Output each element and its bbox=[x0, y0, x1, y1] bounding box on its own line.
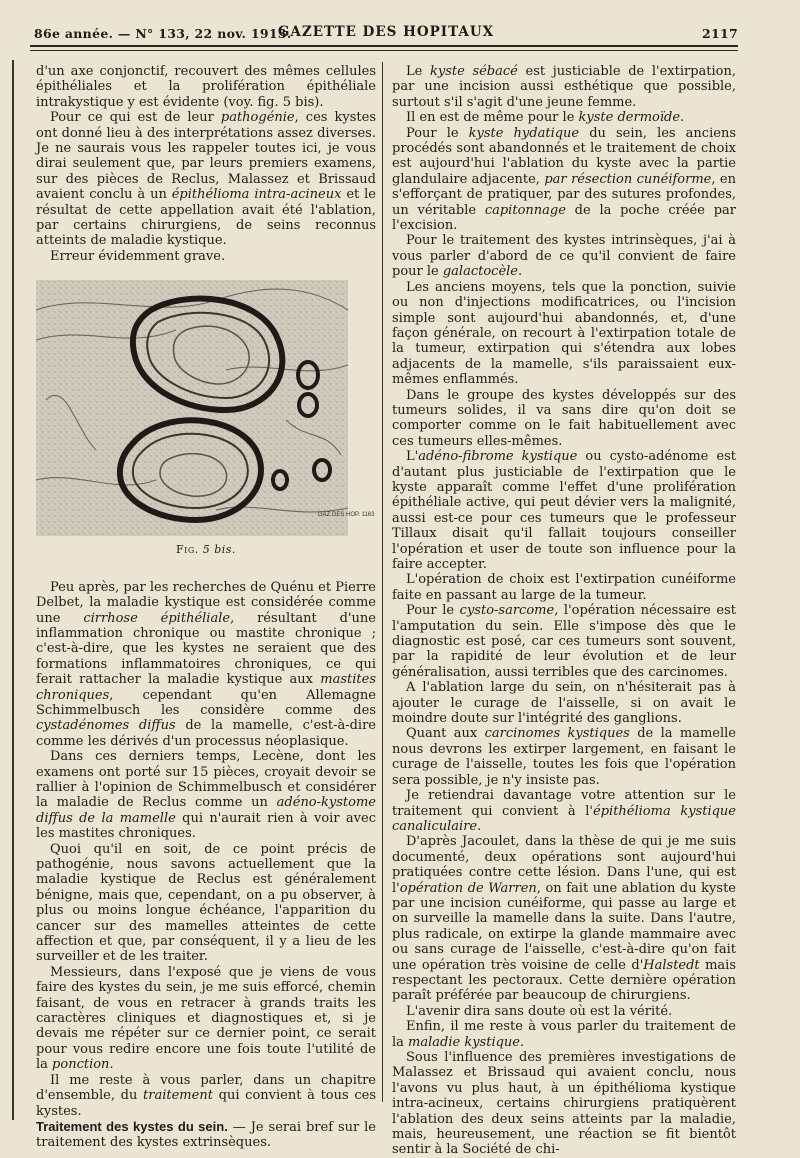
emphasis: carcinomes kystiques bbox=[484, 726, 630, 742]
emphasis: cysto-sarcome bbox=[459, 603, 555, 619]
paragraph: Traitement des kystes du sein. — Je serai bref sur le traitement des kystes extrinsèques. bbox=[36, 1118, 376, 1151]
paragraph: Pour le cysto-sarcome, l'opération nécessaire est l'amputation du sein. Elle s'impose dès que le diagnostic est posé, car ces tumeurs sont souvent, par la rapidité de leur évolution et de leur généralisation, aussi terribles que des carcinomes. bbox=[392, 603, 737, 680]
emphasis: adéno-fibrome kystique bbox=[418, 449, 578, 465]
caption-prefix: Fig. bbox=[176, 543, 199, 557]
paragraph: Dans ces derniers temps, Lecène, dont les examens ont porté sur 15 pièces, croyait devoir se rallier à l'opinion de Schimmelbusch et considérer la maladie de Reclus comme un adéno-kystome diffus de la mamelle qui n'aurait rien à voir avec les mastites chroniques. bbox=[36, 749, 376, 842]
paragraph: Erreur évidemment grave. bbox=[50, 248, 226, 264]
emphasis: kyste dermoïde bbox=[578, 110, 681, 126]
paragraph: Quoi qu'il en soit, de ce point précis de pathogénie, nous savons actuellement que la maladie kystique de Reclus est généralement bénigne, mais que, cependant, on a pu observer, à plus ou moins longue échéance, l'apparition du cancer sur des mamelles atteintes de cette affection et que, par conséquent, il y a lieu de les surveiller et de les traiter. bbox=[36, 841, 376, 965]
emphasis: mastites chroniques bbox=[36, 672, 376, 703]
issue-info: 86e année. — N° 133, 22 nov. 1913. bbox=[34, 26, 292, 41]
paragraph: L'adéno-fibrome kystique ou cysto-adénome est d'autant plus justiciable de l'extirpation que le kyste apparaît comme l'effet d'une prolifération épithéliale active, qui peut dévier vers la malignité, aussi est-ce pour ces tumeurs que le professeur Tillaux disait qu'il fallait toujours conseiller l'opération et user de toute son influence pour la faire accepter. bbox=[392, 449, 736, 572]
header-rule-thin bbox=[30, 50, 738, 51]
running-header bbox=[34, 24, 738, 44]
figure-caption bbox=[36, 542, 376, 557]
paragraph: d'un axe conjonctif, recouvert des mêmes cellules épithéliales et la prolifération épithéliale intrakystique y est évidente (voy. fig. 5 bis). bbox=[36, 64, 376, 110]
column-divider bbox=[382, 62, 383, 1102]
emphasis: Halstedt bbox=[643, 957, 700, 973]
header-rule-thick bbox=[30, 45, 738, 47]
paragraph: D'après Jacoulet, dans la thèse de qui je me suis documenté, deux opérations sont aujourd'hui pratiquées contre cette lésion. Dans l'une, qui est l'opération de Warren, on fait une ablation du kyste par une incision cunéiforme, qui passe au large et on surveille la mamelle dans la suite. Dans l'autre, plus radicale, on extirpe la glande mammaire avec ou sans curage de l'aisselle, c'est-à-dire qu'on fait une opération très voisine de celle d'Halstedt mais respectant les pectoraux. Cette dernière opération paraît préférée par beaucoup de chirurgiens. bbox=[392, 834, 736, 1004]
histology-figure bbox=[36, 280, 375, 536]
paragraph: Pour le kyste hydatique du sein, les anciens procédés sont abandonnés et le traitement de choix est aujourd'hui l'ablation du kyste avec la partie glandulaire adjacente, par résection cunéiforme, en s'efforçant de pratiquer, par des sutures profondes, un véritable capitonnage de la poche créée par l'excision. bbox=[392, 125, 736, 234]
paragraph: Il me reste à vous parler, dans un chapitre d'ensemble, du traitement qui convient à tous ces kystes. bbox=[36, 1072, 377, 1119]
emphasis: kyste hydatique bbox=[468, 125, 580, 141]
emphasis: maladie kystique bbox=[408, 1034, 521, 1050]
paragraph: Le kyste sébacé est justiciable de l'extirpation, par une incision aussi esthétique que possible, surtout s'il s'agit d'une jeune femme. bbox=[392, 64, 737, 110]
emphasis: épithélioma kystique canaliculaire bbox=[392, 803, 736, 834]
paragraph: Pour ce qui est de leur pathogénie, ces kystes ont donné lieu à des interprétations assez diverses. Je ne saurais vous les rappeler toutes ici, je vous dirai seulement que, par leurs premiers examens, sur des pièces de Reclus, Malassez et Brissaud avaient conclu à un épithélioma intra-acineux et le résultat de cette appellation avait été l'ablation, par certains chirurgiens, de seins reconnus atteints de maladie kystique. bbox=[36, 110, 376, 249]
emphasis: galactocèle bbox=[442, 264, 518, 280]
section-heading: Traitement des kystes du sein. bbox=[36, 1118, 228, 1134]
emphasis: par résection cunéiforme bbox=[544, 171, 712, 187]
emphasis: traitement bbox=[143, 1088, 213, 1104]
emphasis: kyste sébacé bbox=[429, 64, 518, 79]
emphasis: cirrhose épithéliale bbox=[83, 610, 231, 626]
binding-edge-line bbox=[12, 60, 14, 1120]
emphasis: épithélioma intra-acineux bbox=[171, 187, 342, 203]
emphasis: opération de Warren bbox=[399, 880, 537, 896]
page-number: 2117 bbox=[702, 26, 738, 41]
paragraph: Quant aux carcinomes kystiques de la mamelle nous devrons les extirper largement, en faisant le curage de l'aisselle, toutes les fois que l'opération sera possible, je n'y insiste pas. bbox=[392, 726, 736, 788]
right-column bbox=[392, 64, 736, 1158]
caption-number: 5 bis. bbox=[202, 543, 236, 557]
paragraph: Sous l'influence des premières investigations de Malassez et Brissaud qui avaient conclu, nous l'avons vu plus haut, à un épithélioma kystique intra-acineux, certains chirurgiens pratiquèrent l'ablation des deux seins atteints par la maladie, mais, heureusement, une réaction se fit bientôt sentir à la Société de chi- bbox=[392, 1050, 736, 1158]
paragraph: L'avenir dira sans doute où est la vérité. bbox=[406, 1003, 673, 1019]
paragraph: Peu après, par les recherches de Quénu et Pierre Delbet, la maladie kystique est considérée comme une cirrhose épithéliale, résultant d'une inflammation chronique ou mastite chronique ; c'est-à-dire, que les kystes ne seraient que des formations inflammatoires chroniques, ce qui ferait rattacher la maladie kystique aux mastites chroniques, cependant qu'en Allemagne Schimmelbusch les considère comme des cystadénomes diffus de la mamelle, c'est-à-dire comme les dérivés d'un processus néoplasique. bbox=[36, 579, 376, 749]
emphasis: capitonnage bbox=[484, 202, 566, 218]
paragraph: Je retiendrai davantage votre attention sur le traitement qui convient à l'épithélioma kystique canaliculaire. bbox=[392, 788, 736, 834]
paragraph: Dans le groupe des kystes développés sur des tumeurs solides, il va sans dire qu'on doit se comporter comme on le fait habituellement avec ces tumeurs elles-mêmes. bbox=[392, 387, 736, 449]
emphasis: ponction bbox=[52, 1057, 110, 1073]
figure-credit: GAZ DES HOP. 1163 bbox=[318, 512, 375, 519]
paragraph: Les anciens moyens, tels que la ponction, suivie ou non d'injections modificatrices, ou l'incision simple sont aujourd'hui abandonnés, et, d'une façon générale, on recourt à l'extirpation totale de la tumeur, extirpation qui s'étendra aux lobes adjacents de la mamelle, s'ils paraissaient eux-mêmes enflammés. bbox=[392, 279, 736, 388]
paragraph: A l'ablation large du sein, on n'hésiterait pas à ajouter le curage de l'aisselle, si on avait le moindre doute sur l'intégrité des ganglions. bbox=[392, 680, 736, 727]
emphasis: cystadénomes diffus bbox=[36, 718, 176, 734]
paragraph: Messieurs, dans l'exposé que je viens de vous faire des kystes du sein, je me suis efforcé, chemin faisant, de vous en retracer à grands traits les caractères cliniques et diagnostiques et, si je devais me répéter sur ce dernier point, ce serait pour vous redire encore une fois toute l'utilité de la ponction. bbox=[36, 964, 376, 1073]
emphasis: pathogénie bbox=[220, 110, 295, 126]
journal-title: GAZETTE DES HOPITAUX bbox=[277, 24, 495, 40]
paragraph: Enfin, il me reste à vous parler du traitement de la maladie kystique. bbox=[392, 1019, 736, 1050]
paragraph: Pour le traitement des kystes intrinsèques, j'ai à vous parler d'abord de ce qu'il convient de faire pour le galactocèle. bbox=[392, 233, 736, 280]
micrograph-illustration bbox=[36, 280, 375, 536]
emphasis: adéno-kystome diffus de la mamelle bbox=[36, 795, 376, 826]
left-column bbox=[36, 64, 376, 1151]
paragraph: Il en est de même pour le kyste dermoïde. bbox=[406, 110, 685, 126]
paragraph: L'opération de choix est l'extirpation cunéiforme faite en passant au large de la tumeur. bbox=[392, 572, 736, 603]
